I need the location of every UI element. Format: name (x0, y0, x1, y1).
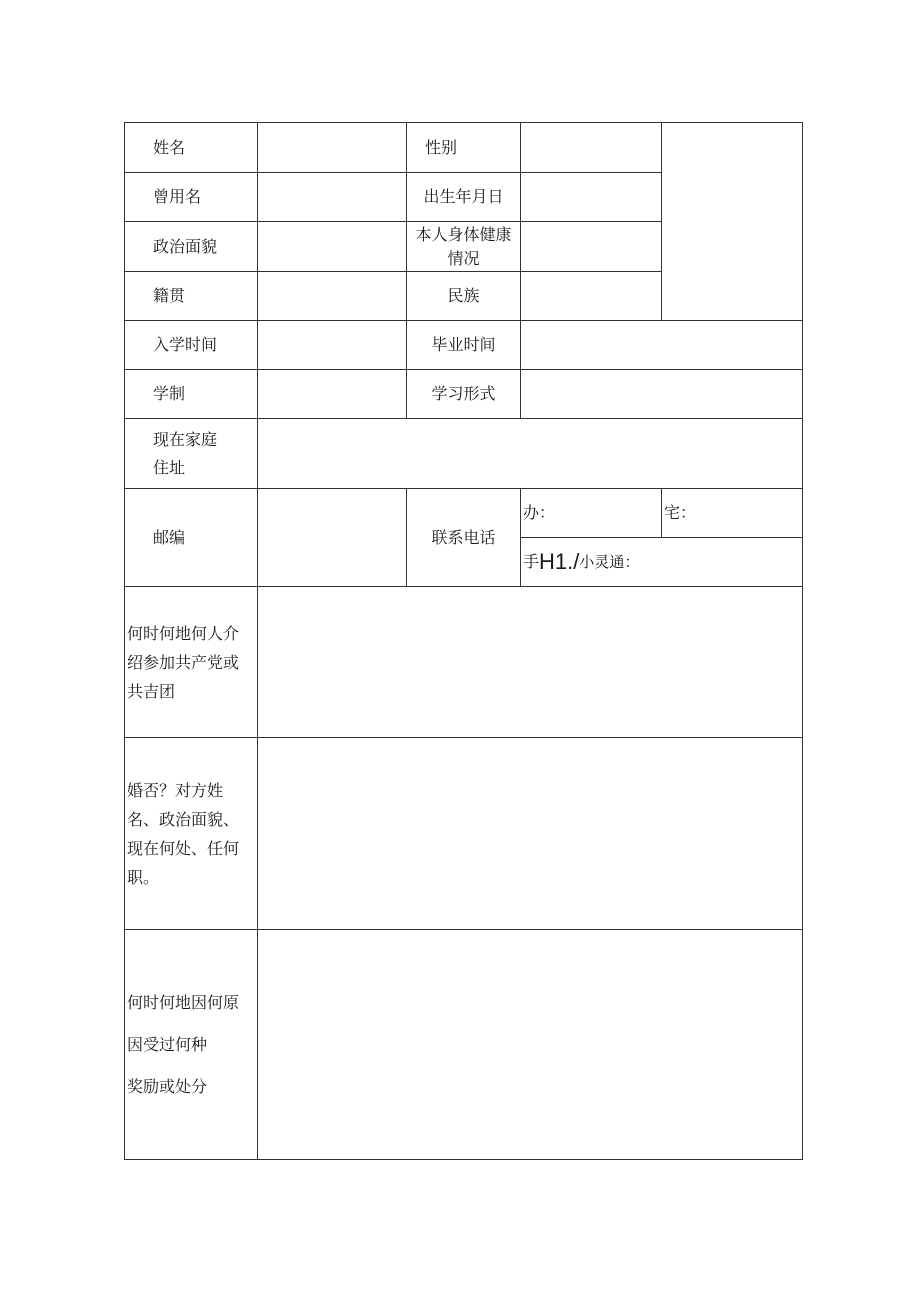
label-health: 本人身体健康 情况 (407, 222, 521, 272)
gender-field[interactable] (521, 123, 662, 173)
study-mode-field[interactable] (521, 370, 802, 419)
rewards-field[interactable] (258, 930, 802, 1159)
label-home-address: 现在家庭 住址 (125, 419, 258, 489)
label-marriage: 婚否？对方姓 名、政治面貌、 现在何处、任何 职。 (125, 738, 258, 930)
health-field[interactable] (521, 222, 662, 272)
party-join-field[interactable] (258, 587, 802, 738)
enroll-time-field[interactable] (258, 321, 407, 370)
former-name-field[interactable] (258, 173, 407, 222)
mobile-phone-field[interactable] (521, 538, 802, 587)
label-mobile-prefix: 手 (523, 552, 540, 571)
label-graduation-time: 毕业时间 (407, 321, 521, 370)
marriage-field[interactable] (258, 738, 802, 930)
ethnicity-field[interactable] (521, 272, 662, 321)
label-political-status: 政治面貌 (125, 222, 258, 272)
label-contact-phone: 联系电话 (407, 489, 521, 587)
label-mobile-mid: H1./ (539, 549, 580, 574)
political-status-field[interactable] (258, 222, 407, 272)
label-native-place: 籍贯 (125, 272, 258, 321)
label-postcode: 邮编 (125, 489, 258, 587)
native-place-field[interactable] (258, 272, 407, 321)
label-study-mode: 学习形式 (407, 370, 521, 419)
registration-form (124, 122, 803, 1160)
label-ethnicity: 民族 (407, 272, 521, 321)
home-phone-field[interactable] (662, 489, 802, 538)
office-phone-field[interactable] (521, 489, 662, 538)
graduation-time-field[interactable] (521, 321, 802, 370)
label-enroll-time: 入学时间 (125, 321, 258, 370)
label-birth-date: 出生年月日 (407, 173, 521, 222)
label-school-system: 学制 (125, 370, 258, 419)
photo-area[interactable] (662, 123, 802, 321)
label-mobile-suffix: 小灵通： (579, 553, 640, 571)
label-office-phone: 办： (523, 503, 556, 522)
home-address-field[interactable] (258, 419, 802, 489)
label-home-phone: 宅： (664, 503, 697, 522)
label-name: 姓名 (125, 123, 258, 173)
label-rewards: 何时何地因何原 因受过何种 奖励或处分 (125, 930, 258, 1159)
school-system-field[interactable] (258, 370, 407, 419)
label-former-name: 曾用名 (125, 173, 258, 222)
name-field[interactable] (258, 123, 407, 173)
label-party-join: 何时何地何人介 绍参加共产党或 共吉团 (125, 587, 258, 738)
birth-date-field[interactable] (521, 173, 662, 222)
label-gender: 性别 (407, 123, 521, 173)
postcode-field[interactable] (258, 489, 407, 587)
